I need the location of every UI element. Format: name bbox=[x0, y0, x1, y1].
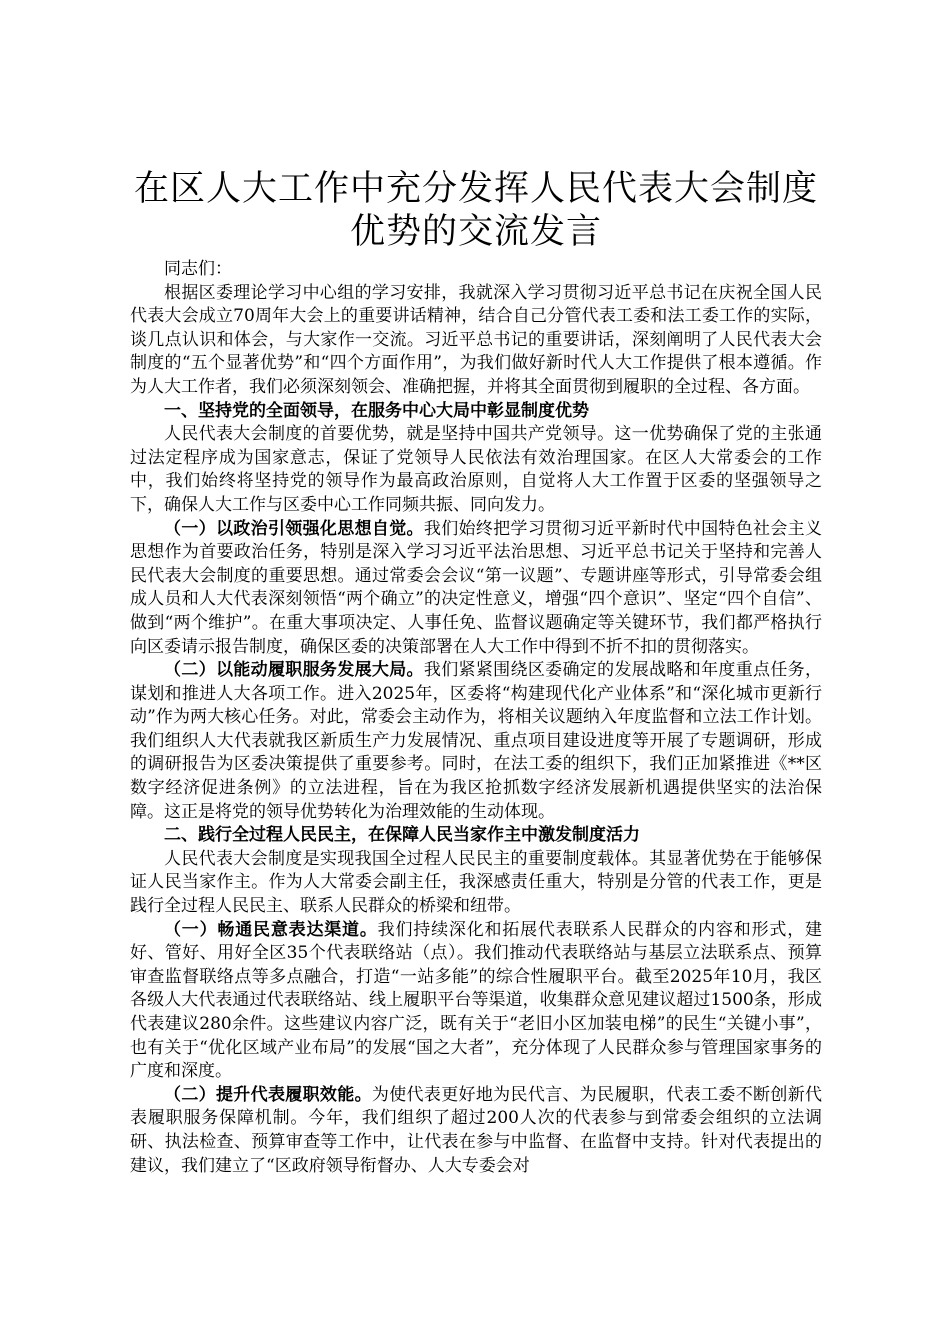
paragraph-text: 我们始终把学习贯彻习近平新时代中国特色社会主义思想作为首要政治任务，特别是深入学习习近平法治思想、习近平总书记关于坚持和完善人民代表大会制度的重要思想。通过常委会会议“第一议题”、专题讲座等形式，引导常委会组成人员和人大代表深刻领悟“两个确立”的决定性意义，增强“四个意识”、坚定“四个自信”、做到“两个维护”。在重大事项决定、人事任免、监督议题确定等关键环节，我们都严格执行向区委请示报告制度，确保区委的决策部署在人大工作中得到不折不扣的贯彻落实。 bbox=[130, 518, 823, 657]
paragraph-section2-intro bbox=[130, 848, 822, 919]
paragraph-2-1 bbox=[130, 919, 822, 1084]
document-title: 在区人大工作中充分发挥人民代表大会制度优势的交流发言 bbox=[133, 169, 818, 252]
paragraph-1-2 bbox=[130, 659, 822, 824]
paragraph-1-1 bbox=[130, 518, 822, 660]
subheading-lead: （二）提升代表履职效能。 bbox=[164, 1084, 372, 1105]
heading-text: 二、践行全过程人民民主，在保障人民当家作主中激发制度活力 bbox=[164, 825, 640, 846]
paragraph-text: 我们持续深化和拓展代表联系人民群众的内容和形式，建好、管好、用好全区35个代表联络站（点）。我们推动代表联络站与基层立法联系点、预算审查监督联络点等多点融合，打造“一站多能”的综合性履职平台。截至2025年10月，我区各级人大代表通过代表联络站、线上履职平台等渠道，收集群众意见建议超过1500条，形成代表建议280余件。这些建议内容广泛，既有关于“老旧小区加装电梯”的民生“关键小事”，也有关于“优化区域产业布局”的发展“国之大者”，充分体现了人民群众参与管理国家事务的广度和深度。 bbox=[130, 919, 823, 1082]
section-heading-1 bbox=[130, 400, 822, 424]
heading-text: 一、坚持党的全面领导，在服务中心大局中彰显制度优势 bbox=[164, 400, 589, 421]
paragraph-text: 人民代表大会制度的首要优势，就是坚持中国共产党领导。这一优势确保了党的主张通过法定程序成为国家意志，保证了党领导人民依法有效治理国家。在区人大常委会的工作中，我们始终将坚持党的领导作为最高政治原则，自觉将人大工作置于区委的坚强领导之下，确保人大工作与区委中心工作同频共振、同向发力。 bbox=[130, 424, 822, 515]
paragraph-text: 为使代表更好地为民代言、为民履职，代表工委不断创新代表履职服务保障机制。今年，我们组织了超过200人次的代表参与到常委会组织的立法调研、执法检查、预算审查等工作中，让代表在参与中监督、在监督中支持。针对代表提出的建议，我们建立了“区政府领导衔督办、人大专委会对 bbox=[130, 1084, 823, 1176]
paragraph-2-2 bbox=[130, 1084, 822, 1178]
paragraph-text: 我们紧紧围绕区委确定的发展战略和年度重点任务，谋划和推进人大各项工作。进入2025年，区委将“构建现代化产业体系”和“深化城市更新行动”作为两大核心任务。对此，常委会主动作为，将相关议题纳入年度监督和立法工作计划。我们组织人大代表就我区新质生产力发展情况、重点项目建设进度等开展了专题调研，形成的调研报告为区委决策提供了重要参考。同时，在法工委的组织下，我们正加紧推进《**区数字经济促进条例》的立法进程，旨在为我区抢抓数字经济发展新机遇提供坚实的法治保障。这正是将党的领导优势转化为治理效能的生动体现。 bbox=[130, 660, 823, 822]
paragraph-section1-intro bbox=[130, 423, 822, 517]
paragraph-text: 根据区委理论学习中心组的学习安排，我就深入学习贯彻习近平总书记在庆祝全国人民代表大会成立70周年大会上的重要讲话精神，结合自己分管代表工委和法工委工作的实际，谈几点认识和体会，与大家作一交流。习近平总书记的重要讲话，深刻阐明了人民代表大会制度的“五个显著优势”和“四个方面作用”，为我们做好新时代人大工作提供了根本遵循。作为人大工作者，我们必须深刻领会、准确把握，并将其全面贯彻到履职的全过程、各方面。 bbox=[130, 282, 822, 397]
subheading-lead: （一）畅通民意表达渠道。 bbox=[164, 919, 378, 940]
salutation: 同志们： bbox=[164, 259, 232, 279]
paragraph-text: 人民代表大会制度是实现我国全过程人民民主的重要制度载体。其显著优势在于能够保证人民当家作主。作为人大常委会副主任，我深感责任重大，特别是分管的代表工作，更是践行全过程人民民主、联系人民群众的桥梁和纽带。 bbox=[130, 848, 822, 917]
paragraph-intro bbox=[130, 282, 822, 400]
subheading-lead: （二）以能动履职服务发展大局。 bbox=[164, 660, 424, 681]
document-page bbox=[130, 168, 822, 1178]
section-heading-2 bbox=[130, 824, 822, 848]
subheading-lead: （一）以政治引领强化思想自觉。 bbox=[164, 518, 424, 539]
